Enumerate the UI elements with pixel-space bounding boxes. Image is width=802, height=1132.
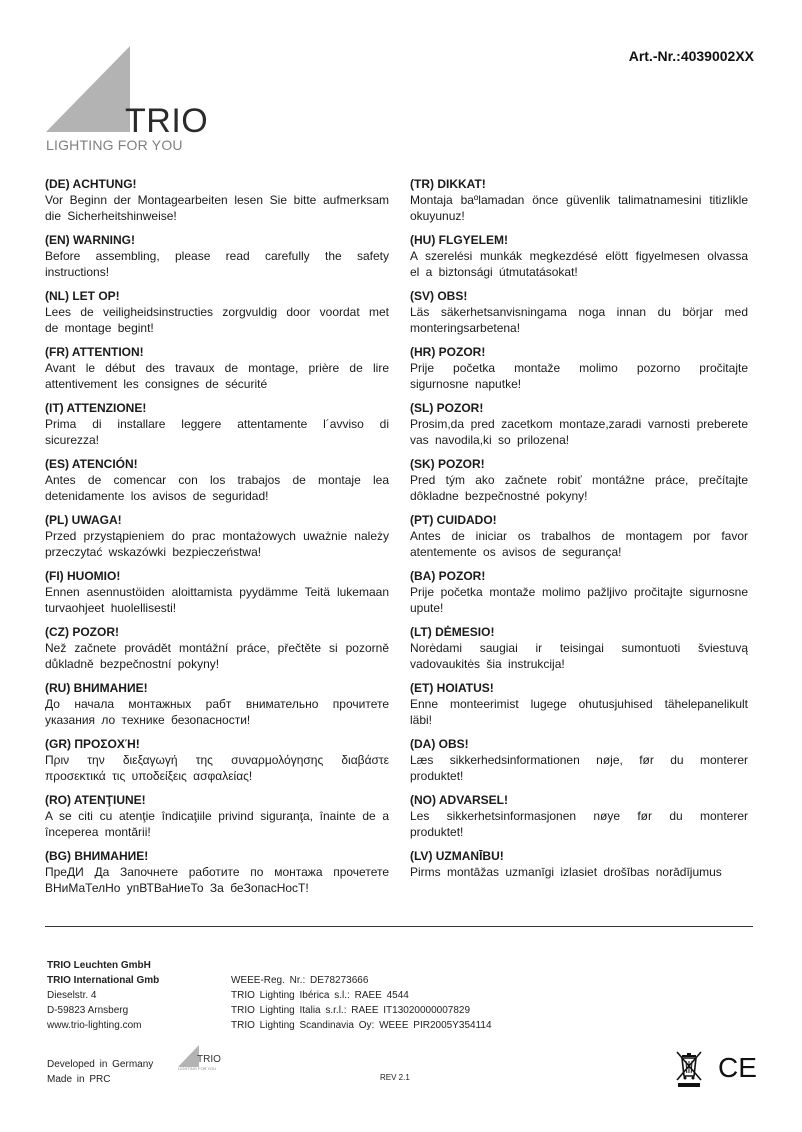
warning-sk: [410, 456, 748, 512]
small-logo-wordmark: TRIO: [197, 1054, 221, 1065]
registration-numbers: [231, 973, 527, 1033]
warning-da: [410, 736, 748, 792]
warning-heading: (CZ) POZOR!: [45, 625, 119, 639]
warning-en: [45, 232, 389, 288]
registration-line: TRIO Lighting Italia s.r.l.: RAEE IT13020000007829: [231, 1005, 471, 1016]
warning-text: Πριν την διεξαγωγή της συναρμολόγησης διαβάστε προσεκτικά τις υποδείξεις ασφαλείας!: [45, 753, 389, 783]
registration-line: TRIO Lighting Scandinavia Oy: WEEE PIR2005Y354114: [231, 1020, 492, 1031]
warning-heading: (RU) ВНИМАНИЕ!: [45, 681, 148, 695]
warning-it: [45, 400, 389, 456]
logo-wordmark: TRIO: [125, 102, 209, 140]
website-link[interactable]: www.trio-lighting.com: [47, 1020, 142, 1031]
company-address: [47, 958, 197, 1033]
warnings-left-column: [45, 176, 389, 904]
warning-gr: [45, 736, 389, 792]
warning-heading: (DA) OBS!: [410, 737, 469, 751]
warning-text: Prije početka montaže molimo pažljivo pročitajte sigurnosne upute!: [410, 585, 748, 615]
warning-fi: [45, 568, 389, 624]
warning-text: Antes de iniciar os trabalhos de montagem por favor atentemente os avisos de segurança!: [410, 529, 748, 559]
warning-heading: (DE) ACHTUNG!: [45, 177, 137, 191]
warning-heading: (LV) UZMANĪBU!: [410, 849, 504, 863]
warning-heading: (ET) HOIATUS!: [410, 681, 494, 695]
warning-lv: [410, 848, 748, 904]
warning-heading: (NL) LET OP!: [45, 289, 120, 303]
warning-bg: [45, 848, 389, 904]
warning-no: [410, 792, 748, 848]
warning-heading: (FI) HUOMIO!: [45, 569, 121, 583]
origin-info: [47, 1057, 153, 1087]
warning-text: ПреДИ Да Започнете работите по монтажа прочетете ВНиМаТелНо упВТВаНиеТо За беЗопасНосТ!: [45, 865, 389, 895]
warning-heading: (RO) ATENŢIUNE!: [45, 793, 146, 807]
street-address: Dieselstr. 4: [47, 990, 97, 1001]
trio-logo: [44, 44, 214, 156]
warning-de: [45, 176, 389, 232]
warning-sl: [410, 400, 748, 456]
warning-text: Antes de comencar con los trabajos de montaje lea detenidamente los avisos de seguridad!: [45, 473, 389, 503]
warning-hu: [410, 232, 748, 288]
warning-text: Before assembling, please read carefully the safety instructions!: [45, 249, 389, 279]
warning-pt: [410, 512, 748, 568]
warning-nl: [45, 288, 389, 344]
warning-text: Enne monteerimist lugege ohutusjuhised tähelepanelikult läbi!: [410, 697, 748, 727]
warning-heading: (TR) DIKKAT!: [410, 177, 486, 191]
warning-heading: (LT) DĖMESIO!: [410, 625, 495, 639]
warning-text: Vor Beginn der Montagearbeiten lesen Sie bitte aufmerksam die Sicherheitshinweise!: [45, 193, 389, 223]
company-name-1: TRIO Leuchten GmbH: [47, 960, 151, 971]
warning-heading: (GR) ΠΡΟΣΟΧΉ!: [45, 737, 140, 751]
city-address: D-59823 Arnsberg: [47, 1005, 129, 1016]
warning-heading: (SV) OBS!: [410, 289, 468, 303]
warning-lt: [410, 624, 748, 680]
small-trio-logo: [177, 1045, 227, 1075]
warning-et: [410, 680, 748, 736]
warning-sv: [410, 288, 748, 344]
made-in: Made in PRC: [47, 1074, 111, 1085]
warning-heading: (NO) ADVARSEL!: [410, 793, 508, 807]
revision-label: REV 2.1: [380, 1073, 410, 1082]
warning-heading: (HR) POZOR!: [410, 345, 486, 359]
warning-heading: (EN) WARNING!: [45, 233, 135, 247]
warning-heading: (SK) POZOR!: [410, 457, 485, 471]
small-logo-tagline: LIGHTING FOR YOU: [178, 1066, 217, 1071]
warning-text: Pirms montāžas uzmanīgi izlasiet drošības norādījumus: [410, 865, 722, 879]
warning-cz: [45, 624, 389, 680]
warning-text: Pred tým ako začnete robiť montážne práce, prečítajte dôkladne bezpečnostné pokyny!: [410, 473, 748, 503]
warning-heading: (IT) ATTENZIONE!: [45, 401, 147, 415]
warning-text: A se citi cu atenţie îndicaţiile privind siguranţa, înainte de a începerea montării!: [45, 809, 389, 839]
warning-text: Przed przystąpieniem do prac montażowych uważnie należy przeczytać wskazówki bezpieczeństwa!: [45, 529, 389, 559]
warning-text: Montaja baºlamadan önce güvenlik talimatnamesini titizlikle okuyunuz!: [410, 193, 748, 223]
company-name-2: TRIO International Gmb: [47, 975, 160, 986]
warning-text: Läs säkerhetsanvisningama noga innan du börjar med monteringsarbetena!: [410, 305, 748, 335]
warning-text: Norėdami saugiai ir teisingai sumontuoti šviestuvą vadovaukitės šia instrukcija!: [410, 641, 748, 671]
warning-heading: (ES) ATENCIÓN!: [45, 457, 138, 471]
logo-tagline: LIGHTING FOR YOU: [46, 137, 183, 153]
warning-text: Než začnete provádět montážní práce, přečtěte si pozorně důkladně bezpečnostní pokyny!: [45, 641, 389, 671]
warning-es: [45, 456, 389, 512]
article-number: Art.-Nr.:4039002XX: [628, 48, 754, 64]
warning-text: Prima di installare leggere attentamente l´avviso di sicurezza!: [45, 417, 389, 447]
footer-divider: [45, 926, 753, 927]
warning-heading: (HU) FLGYELEM!: [410, 233, 508, 247]
warning-text: Prosim,da pred zacetkom montaze,zaradi varnosti preberete vas navodila,ki so prilozena!: [410, 417, 748, 447]
warning-text: A szerelési munkák megkezdésé elött figyelmesen olvassa el a biztonsági útmutatásokat!: [410, 249, 748, 279]
warning-text: Prije početka montaže molimo pozorno pročitajte sigurnosne naputke!: [410, 361, 748, 391]
warning-heading: (BA) POZOR!: [410, 569, 486, 583]
warning-text: Les sikkerhetsinformasjonen nøye før du monterer produktet!: [410, 809, 748, 839]
warning-text: Læs sikkerhedsinformationen nøje, før du monterer produktet!: [410, 753, 748, 783]
warning-fr: [45, 344, 389, 400]
warning-text: До начала монтажных рабт внимательно прочитете указания ло технике безопасности!: [45, 697, 389, 727]
warning-text: Lees de veiligheidsinstructies zorgvuldig door voordat met de montage begint!: [45, 305, 389, 335]
warning-heading: (PT) CUIDADO!: [410, 513, 497, 527]
warning-hr: [410, 344, 748, 400]
warning-heading: (FR) ATTENTION!: [45, 345, 144, 359]
warning-pl: [45, 512, 389, 568]
warning-heading: (PL) UWAGA!: [45, 513, 122, 527]
weee-crossed-bin-icon: [674, 1050, 704, 1088]
warning-ru: [45, 680, 389, 736]
warning-ba: [410, 568, 748, 624]
warning-heading: (BG) ВНИМАНИЕ!: [45, 849, 149, 863]
registration-line: WEEE-Reg. Nr.: DE78273666: [231, 975, 369, 986]
developed-in: Developed in Germany: [47, 1059, 154, 1070]
warning-tr: [410, 176, 748, 232]
registration-line: TRIO Lighting Ibérica s.l.: RAEE 4544: [231, 990, 409, 1001]
warning-text: Ennen asennustöiden aloittamista pyydämme Teitä lukemaan turvaohjeet huolellisesti!: [45, 585, 389, 615]
ce-mark-icon: CE: [718, 1052, 757, 1083]
warning-ro: [45, 792, 389, 848]
warnings-right-column: [410, 176, 748, 904]
warning-text: Avant le début des travaux de montage, prière de lire attentivement les consignes de sécurité: [45, 361, 389, 391]
warning-heading: (SL) POZOR!: [410, 401, 484, 415]
